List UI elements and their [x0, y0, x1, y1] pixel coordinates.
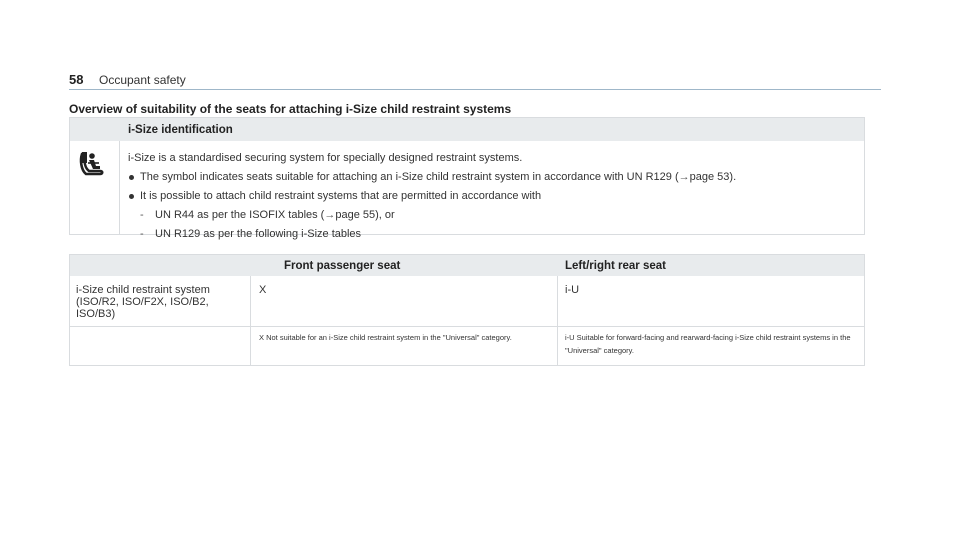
section-name: Occupant safety — [99, 73, 186, 87]
rear-seat-note: i-U Suitable for forward-facing and rearward-facing i-Size child restraint systems in the "Universal" category. — [565, 333, 851, 355]
intro-text: i-Size is a standardised securing system for specially designed restraint systems. — [128, 152, 523, 164]
column-divider — [250, 276, 251, 365]
i-size-identification-table — [69, 117, 865, 240]
header-divider — [69, 89, 881, 90]
rear-seat-value: i-U — [565, 284, 580, 296]
column-header-rear-seat: Left/right rear seat — [565, 260, 666, 272]
row-label: i-Size child restraint system (ISO/R2, ISO/F2X, ISO/B2, ISO/B3) — [76, 284, 210, 320]
arrow-icon: → — [324, 209, 336, 221]
page-reference-link[interactable]: page 55), or — [335, 209, 395, 221]
front-passenger-value: X — [259, 284, 267, 296]
sub-item-text: UN R44 as per the ISOFIX tables ( — [155, 209, 325, 221]
bullet-text: It is possible to attach child restraint systems that are permitted in accordance with — [140, 190, 542, 202]
table-header — [70, 118, 864, 141]
sub-item-text: UN R129 as per the following i-Size tables — [155, 228, 362, 240]
suitability-table — [69, 254, 865, 366]
page-number: 58 — [69, 72, 84, 87]
table-header-label: i-Size identification — [128, 124, 233, 136]
row-divider — [70, 326, 864, 327]
bullet-text: The symbol indicates seats suitable for attaching an i-Size child restraint system in accordance with UN R129 ( — [140, 171, 679, 183]
sub-list-item — [128, 225, 856, 244]
page-reference-link[interactable]: page 53). — [689, 171, 737, 183]
section-title: Overview of suitability of the seats for attaching i-Size child restraint systems — [69, 102, 512, 116]
i-size-child-seat-icon — [79, 150, 105, 178]
list-item — [128, 187, 856, 206]
table-header — [70, 255, 864, 276]
identification-description — [128, 149, 856, 244]
list-item — [128, 168, 856, 187]
page-header — [69, 70, 881, 92]
sub-list-item — [128, 206, 856, 225]
front-passenger-note: X Not suitable for an i-Size child restraint system in the "Universal" category. — [259, 333, 512, 342]
column-header-front-passenger: Front passenger seat — [284, 260, 401, 272]
arrow-icon: → — [678, 171, 690, 183]
column-divider — [119, 141, 120, 234]
column-divider — [557, 276, 558, 365]
